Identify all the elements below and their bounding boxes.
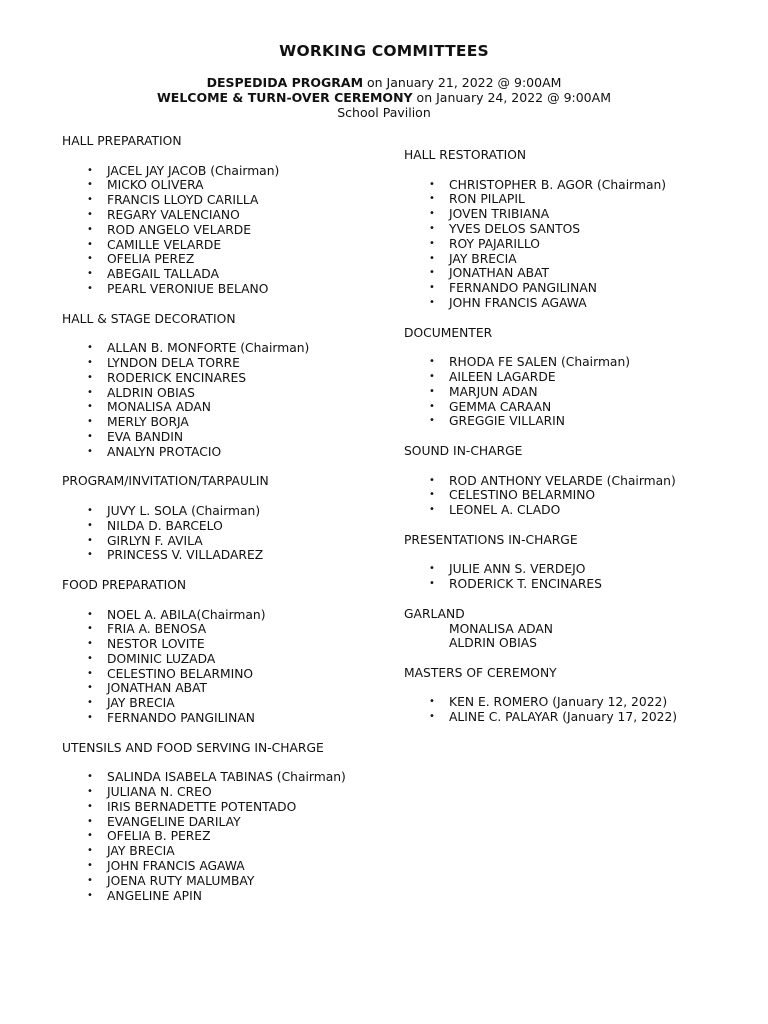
committee-utensils-and-food-serving-in-charge xyxy=(62,741,392,904)
committee-sound-in-charge xyxy=(404,444,744,518)
member-name: JAY BRECIA xyxy=(449,251,517,266)
member-item xyxy=(62,696,392,711)
bullet-icon: • xyxy=(87,268,93,280)
member-item xyxy=(62,504,392,519)
event-name-despedida: DESPEDIDA PROGRAM xyxy=(206,75,364,90)
committee-heading: GARLAND xyxy=(404,606,465,621)
member-item xyxy=(62,711,392,726)
bullet-icon: • xyxy=(87,356,93,368)
member-item xyxy=(404,503,744,518)
bullet-icon: • xyxy=(87,164,93,176)
bullet-icon: • xyxy=(429,356,435,368)
member-item xyxy=(62,637,392,652)
member-item xyxy=(404,385,744,400)
bullet-icon: • xyxy=(429,370,435,382)
bullet-icon: • xyxy=(429,282,435,294)
right-column xyxy=(404,148,744,740)
bullet-icon: • xyxy=(87,430,93,442)
committee-heading: MASTERS OF CEREMONY xyxy=(404,665,557,680)
member-item xyxy=(62,859,392,874)
member-name: ROD ANGELO VELARDE xyxy=(107,222,252,237)
member-item xyxy=(62,208,392,223)
member-name: FERNANDO PANGILINAN xyxy=(449,281,597,296)
member-item xyxy=(404,414,744,429)
member-item xyxy=(62,652,392,667)
member-name: ALDRIN OBIAS xyxy=(107,385,195,400)
member-name: JONATHAN ABAT xyxy=(107,681,208,696)
member-name: RODERICK T. ENCINARES xyxy=(449,577,602,592)
member-item xyxy=(62,548,392,563)
member-item xyxy=(62,164,392,179)
bullet-icon: • xyxy=(429,415,435,427)
bullet-icon: • xyxy=(429,237,435,249)
member-name: JAY BRECIA xyxy=(107,844,175,859)
member-name: ANGELINE APIN xyxy=(107,888,202,903)
member-name: ALINE C. PALAYAR (January 17, 2022) xyxy=(449,710,678,725)
member-name: JONATHAN ABAT xyxy=(449,266,550,281)
member-name: JULIANA N. CREO xyxy=(107,785,212,800)
bullet-icon: • xyxy=(429,222,435,234)
bullet-icon: • xyxy=(87,386,93,398)
member-list xyxy=(404,622,744,652)
bullet-icon: • xyxy=(429,208,435,220)
member-item xyxy=(404,636,744,651)
member-name: PEARL VERONIUE BELANO xyxy=(107,281,269,296)
member-item xyxy=(62,356,392,371)
member-name: GIRLYN F. AVILA xyxy=(107,533,203,548)
member-name: OFELIA B. PEREZ xyxy=(107,829,211,844)
member-name: IRIS BERNADETTE POTENTADO xyxy=(107,799,297,814)
committee-heading: PRESENTATIONS IN-CHARGE xyxy=(404,532,578,547)
member-name: JACEL JAY JACOB (Chairman) xyxy=(107,163,280,178)
bullet-icon: • xyxy=(87,282,93,294)
bullet-icon: • xyxy=(429,563,435,575)
member-item xyxy=(62,800,392,815)
bullet-icon: • xyxy=(87,771,93,783)
bullet-icon: • xyxy=(429,252,435,264)
member-item xyxy=(404,577,744,592)
bullet-icon: • xyxy=(87,860,93,872)
member-name: MONALISA ADAN xyxy=(449,621,554,636)
member-item xyxy=(404,237,744,252)
member-name: JULIE ANN S. VERDEJO xyxy=(449,562,586,577)
committee-heading: HALL RESTORATION xyxy=(404,148,527,162)
member-item xyxy=(62,238,392,253)
member-name: ALLAN B. MONFORTE (Chairman) xyxy=(107,341,310,356)
event-line-despedida xyxy=(0,75,768,90)
member-item xyxy=(404,695,744,710)
member-item xyxy=(62,178,392,193)
committee-heading: DOCUMENTER xyxy=(404,325,493,340)
member-item xyxy=(62,430,392,445)
committee-hall-stage-decoration xyxy=(62,312,392,460)
bullet-icon: • xyxy=(429,400,435,412)
member-name: NILDA D. BARCELO xyxy=(107,518,223,533)
member-item xyxy=(404,488,744,503)
member-name: NESTOR LOVITE xyxy=(107,637,205,652)
bullet-icon: • xyxy=(429,474,435,486)
bullet-icon: • xyxy=(429,489,435,501)
member-item xyxy=(62,889,392,904)
bullet-icon: • xyxy=(87,830,93,842)
member-name: MERLY BORJA xyxy=(107,415,189,430)
member-item xyxy=(404,266,744,281)
committee-heading: UTENSILS AND FOOD SERVING IN-CHARGE xyxy=(62,740,324,755)
bullet-icon: • xyxy=(429,696,435,708)
member-name: JOHN FRANCIS AGAWA xyxy=(107,859,245,874)
bullet-icon: • xyxy=(87,519,93,531)
member-list xyxy=(62,504,392,563)
event-date-turnover: on January 24, 2022 @ 9:00AM xyxy=(412,90,611,105)
member-list xyxy=(62,341,392,459)
committee-masters-of-ceremony xyxy=(404,666,744,725)
bullet-icon: • xyxy=(87,623,93,635)
member-item xyxy=(404,400,744,415)
bullet-icon: • xyxy=(87,371,93,383)
member-item xyxy=(404,222,744,237)
bullet-icon: • xyxy=(87,638,93,650)
bullet-icon: • xyxy=(87,342,93,354)
member-item xyxy=(404,192,744,207)
member-list xyxy=(62,164,392,297)
member-item xyxy=(62,223,392,238)
bullet-icon: • xyxy=(429,385,435,397)
member-name: DOMINIC LUZADA xyxy=(107,651,216,666)
member-list xyxy=(404,695,744,725)
bullet-icon: • xyxy=(87,223,93,235)
bullet-icon: • xyxy=(87,682,93,694)
member-name: CELESTINO BELARMINO xyxy=(449,488,596,503)
member-item xyxy=(404,710,744,725)
member-name: CELESTINO BELARMINO xyxy=(107,666,254,681)
member-name: REGARY VALENCIANO xyxy=(107,207,240,222)
committee-hall-restoration xyxy=(404,148,744,311)
member-item xyxy=(404,296,744,311)
bullet-icon: • xyxy=(87,504,93,516)
member-name: JAY BRECIA xyxy=(107,696,175,711)
member-item xyxy=(62,874,392,889)
member-item xyxy=(404,355,744,370)
member-item xyxy=(62,415,392,430)
bullet-icon: • xyxy=(87,786,93,798)
bullet-icon: • xyxy=(87,179,93,191)
member-item xyxy=(62,815,392,830)
member-name: FRIA A. BENOSA xyxy=(107,622,207,637)
left-column xyxy=(62,134,392,918)
bullet-icon: • xyxy=(429,296,435,308)
member-name: OFELIA PEREZ xyxy=(107,252,195,267)
committee-program-invitation-tarpaulin xyxy=(62,474,392,563)
committee-food-preparation xyxy=(62,578,392,726)
member-item xyxy=(62,519,392,534)
member-list xyxy=(404,355,744,429)
bullet-icon: • xyxy=(87,608,93,620)
member-name: PRINCESS V. VILLADAREZ xyxy=(107,548,264,563)
page-title: WORKING COMMITTEES xyxy=(279,42,489,60)
bullet-icon: • xyxy=(429,178,435,190)
member-item xyxy=(404,178,744,193)
member-name: NOEL A. ABILA(Chairman) xyxy=(107,607,266,622)
bullet-icon: • xyxy=(87,667,93,679)
bullet-icon: • xyxy=(87,800,93,812)
bullet-icon: • xyxy=(429,711,435,723)
bullet-icon: • xyxy=(87,238,93,250)
event-line-turnover xyxy=(0,90,768,105)
member-name: FERNANDO PANGILINAN xyxy=(107,711,255,726)
member-name: JOENA RUTY MALUMBAY xyxy=(107,873,255,888)
bullet-icon: • xyxy=(87,445,93,457)
bullet-icon: • xyxy=(87,697,93,709)
member-name: EVANGELINE DARILAY xyxy=(107,814,241,829)
bullet-icon: • xyxy=(87,534,93,546)
member-list xyxy=(404,562,744,592)
member-item xyxy=(62,386,392,401)
bullet-icon: • xyxy=(87,194,93,206)
bullet-icon: • xyxy=(87,208,93,220)
member-name: CHRISTOPHER B. AGOR (Chairman) xyxy=(449,177,667,192)
member-item xyxy=(62,341,392,356)
bullet-icon: • xyxy=(87,549,93,561)
member-name: FRANCIS LLOYD CARILLA xyxy=(107,193,259,208)
event-name-turnover: WELCOME & TURN-OVER CEREMONY xyxy=(157,90,413,105)
member-name: GREGGIE VILLARIN xyxy=(449,414,566,429)
bullet-icon: • xyxy=(87,815,93,827)
member-item xyxy=(62,667,392,682)
member-item xyxy=(62,622,392,637)
member-name: JOHN FRANCIS AGAWA xyxy=(449,295,587,310)
committee-hall-preparation xyxy=(62,134,392,297)
member-name: MICKO OLIVERA xyxy=(107,178,204,193)
member-item xyxy=(404,622,744,637)
bullet-icon: • xyxy=(87,712,93,724)
committee-garland xyxy=(404,607,744,651)
bullet-icon: • xyxy=(87,416,93,428)
member-item xyxy=(404,281,744,296)
member-name: MONALISA ADAN xyxy=(107,400,212,415)
member-name: CAMILLE VELARDE xyxy=(107,237,222,252)
member-name: EVA BANDIN xyxy=(107,429,184,444)
event-date-despedida: on January 21, 2022 @ 9:00AM xyxy=(363,75,562,90)
committee-heading: HALL & STAGE DECORATION xyxy=(62,311,236,326)
member-item xyxy=(404,474,744,489)
member-item xyxy=(62,608,392,623)
member-item xyxy=(62,534,392,549)
member-name: YVES DELOS SANTOS xyxy=(449,221,581,236)
bullet-icon: • xyxy=(87,401,93,413)
bullet-icon: • xyxy=(87,845,93,857)
committee-heading: FOOD PREPARATION xyxy=(62,577,187,592)
member-name: ANALYN PROTACIO xyxy=(107,444,222,459)
bullet-icon: • xyxy=(429,267,435,279)
member-list xyxy=(62,608,392,726)
member-name: LYNDON DELA TORRE xyxy=(107,355,240,370)
member-item xyxy=(62,445,392,460)
member-name: AILEEN LAGARDE xyxy=(449,369,556,384)
member-item xyxy=(404,252,744,267)
bullet-icon: • xyxy=(429,578,435,590)
member-name: RON PILAPIL xyxy=(449,192,525,207)
member-item xyxy=(62,829,392,844)
member-list xyxy=(404,474,744,518)
bullet-icon: • xyxy=(87,889,93,901)
member-name: MARJUN ADAN xyxy=(449,384,538,399)
member-item xyxy=(62,785,392,800)
member-name: RODERICK ENCINARES xyxy=(107,370,247,385)
committee-heading: PROGRAM/INVITATION/TARPAULIN xyxy=(62,474,269,489)
member-item xyxy=(404,562,744,577)
member-item xyxy=(62,681,392,696)
member-item xyxy=(404,207,744,222)
member-item xyxy=(62,400,392,415)
member-item xyxy=(404,370,744,385)
member-item xyxy=(62,282,392,297)
member-name: ROY PAJARILLO xyxy=(449,236,540,251)
bullet-icon: • xyxy=(87,652,93,664)
member-name: LEONEL A. CLADO xyxy=(449,503,561,518)
member-name: JOVEN TRIBIANA xyxy=(449,207,550,222)
member-list xyxy=(404,178,744,311)
member-item xyxy=(62,267,392,282)
bullet-icon: • xyxy=(87,253,93,265)
member-name: JUVY L. SOLA (Chairman) xyxy=(107,503,261,518)
bullet-icon: • xyxy=(429,193,435,205)
committee-heading: SOUND IN-CHARGE xyxy=(404,443,523,458)
member-name: KEN E. ROMERO (January 12, 2022) xyxy=(449,695,668,710)
bullet-icon: • xyxy=(87,874,93,886)
member-name: ROD ANTHONY VELARDE (Chairman) xyxy=(449,473,676,488)
event-venue: School Pavilion xyxy=(337,105,431,120)
member-item xyxy=(62,193,392,208)
member-name: SALINDA ISABELA TABINAS (Chairman) xyxy=(107,770,346,785)
member-name: ALDRIN OBIAS xyxy=(449,636,537,651)
committee-documenter xyxy=(404,326,744,430)
member-item xyxy=(62,770,392,785)
member-item xyxy=(62,252,392,267)
member-name: ABEGAIL TALLADA xyxy=(107,267,219,282)
member-name: RHODA FE SALEN (Chairman) xyxy=(449,355,631,370)
committee-presentations-in-charge xyxy=(404,533,744,592)
bullet-icon: • xyxy=(429,504,435,516)
committee-heading: HALL PREPARATION xyxy=(62,134,182,148)
member-item xyxy=(62,371,392,386)
member-item xyxy=(62,844,392,859)
member-list xyxy=(62,770,392,903)
member-name: GEMMA CARAAN xyxy=(449,399,552,414)
